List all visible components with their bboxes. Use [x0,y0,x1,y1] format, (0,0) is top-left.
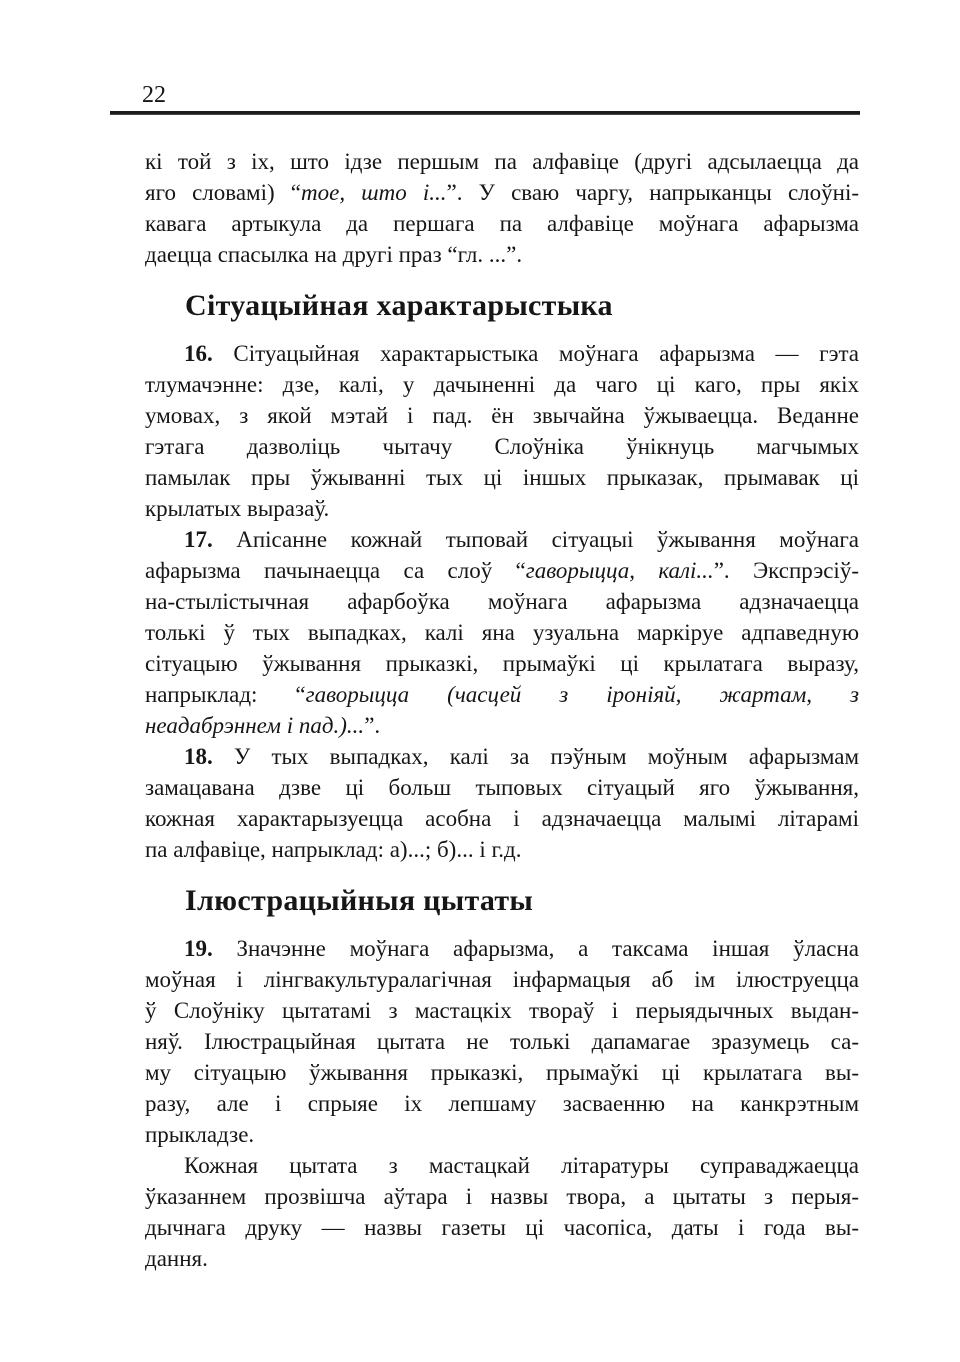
text-run: на-стылістычная афарбоўка моўнага афарызма адзначаецца [145,589,859,614]
text-line [145,524,859,555]
text-line [145,462,859,493]
text-run: Кожная цытата з мастацкай літаратуры суправаджаецца [184,1153,859,1178]
text-run: гэтага дазволіць чытачу Слоўніка ўнікнуць магчымых [145,434,859,459]
section-heading: Сітуацыйная характарыстыка [185,289,613,322]
text-run: няў. Ілюстрацыйная цытата не толькі дапамагае зразумець са- [145,1029,859,1054]
text-run: крылатых выразаў. [145,496,330,521]
text-run: даецца спасылка на другі праз “гл. ...”. [145,242,523,267]
text-line [145,1243,859,1274]
text-line [145,772,859,803]
text-line [145,239,859,270]
text-run: ў Слоўніку цытатамі з мастацкіх твораў і перыядычных выдан- [145,998,859,1023]
paragraph [145,338,859,524]
text-line [145,146,859,177]
page-number: 22 [142,82,166,108]
paragraph [145,146,859,270]
text-run: тое, што і... [301,180,447,205]
text-line [145,648,859,679]
text-line [145,617,859,648]
text-run: му сітуацыю ўжывання прыказкі, прымаўкі ці крылатага вы- [145,1060,859,1085]
text-run: моўная і лінгвакультуралагічная інфармацыя аб ім ілюструецца [145,967,859,992]
text-run: яго словамі) “ [145,180,302,205]
text-run: разу, але і спрыяе іх лепшаму засваенню на канкрэтным [145,1091,859,1116]
text-line [145,431,859,462]
text-run: замацавана дзве ці больш тыповых сітуацый яго ўжывання, [145,775,859,800]
text-line [145,679,859,710]
text-line [145,1150,859,1181]
text-run: сітуацыю ўжывання прыказкі, прымаўкі ці крылатага выразу, [145,651,859,676]
paragraph [145,933,859,1150]
text-line [145,834,859,865]
text-line [145,1181,859,1212]
text-line [145,177,859,208]
page-header [110,0,860,115]
text-line [145,369,859,400]
text-run: гаворыцца (часцей з іроніяй, жартам, з [305,682,859,707]
text-run: кавага артыкула да першага па алфавіце моўнага афарызма [145,211,859,236]
text-line [145,710,859,741]
text-line [145,586,859,617]
text-run: прыкладзе. [145,1122,255,1147]
text-line [145,400,859,431]
text-line [145,493,859,524]
text-line [145,995,859,1026]
text-line [145,1088,859,1119]
text-run: па алфавіце, напрыклад: а)...; б)... і г.д. [145,837,522,862]
paragraph [145,741,859,865]
text-run: дання. [145,1246,208,1271]
text-line [145,933,859,964]
text-run: памылак пры ўжыванні тых ці іншых прыказак, прымавак ці [145,465,859,490]
text-run: кі той з іх, што ідзе першым па алфавіце (другі адсылаецца да [145,149,859,174]
text-line [145,1212,859,1243]
text-run: 19. [184,936,237,961]
text-run: ”. У сваю чаргу, напрыканцы слоўні- [446,180,859,205]
text-run: ”. Экспрэсіў- [713,558,859,583]
text-run: умовах, з якой мэтай і пад. ён звычайна ўжываецца. Веданне [145,403,859,428]
paragraph [145,1150,859,1274]
text-run: 17. [184,527,237,552]
text-run: ”. [364,713,381,738]
text-run: кожная характарызуецца асобна і адзначаецца малымі літарамі [145,806,859,831]
text-line [145,555,859,586]
text-run: ўказаннем прозвішча аўтара і назвы твора, а цытаты з перыя- [145,1184,859,1209]
text-run: афарызма пачынаецца са слоў “ [145,558,526,583]
text-line [145,1057,859,1088]
text-line [145,338,859,369]
text-run: 18. [184,744,234,769]
text-run: дычнага друку — назвы газеты ці часопіса, даты і года вы- [145,1215,859,1240]
paragraph [145,524,859,741]
text-line [145,803,859,834]
text-run: Значэнне моўнага афарызма, а таксама іншая ўласна [236,936,860,961]
text-run: гаворыцца, калі... [525,558,714,583]
text-run: У тых выпадках, калі за пэўным моўным афарызмам [233,744,859,769]
section-heading: Ілюстрацыйныя цытаты [185,884,534,917]
text-line [145,741,859,772]
text-run: Сітуацыйная характарыстыка моўнага афарызма — гэта [233,341,860,366]
text-line [145,1119,859,1150]
text-run: Апісанне кожнай тыповай сітуацыі ўжывання моўнага [236,527,860,552]
text-line [145,964,859,995]
text-run: тлумачэнне: дзе, калі, у дачыненні да чаго ці каго, пры якіх [145,372,859,397]
header-rule [110,111,860,115]
text-run: напрыклад: “ [145,682,306,707]
text-run: 16. [184,341,234,366]
text-line [145,1026,859,1057]
text-run: неадабрэннем і пад.)... [145,713,365,738]
text-run: толькі ў тых выпадках, калі яна узуальна маркіруе адпаведную [145,620,859,645]
page-content [145,146,859,1274]
text-line [145,208,859,239]
